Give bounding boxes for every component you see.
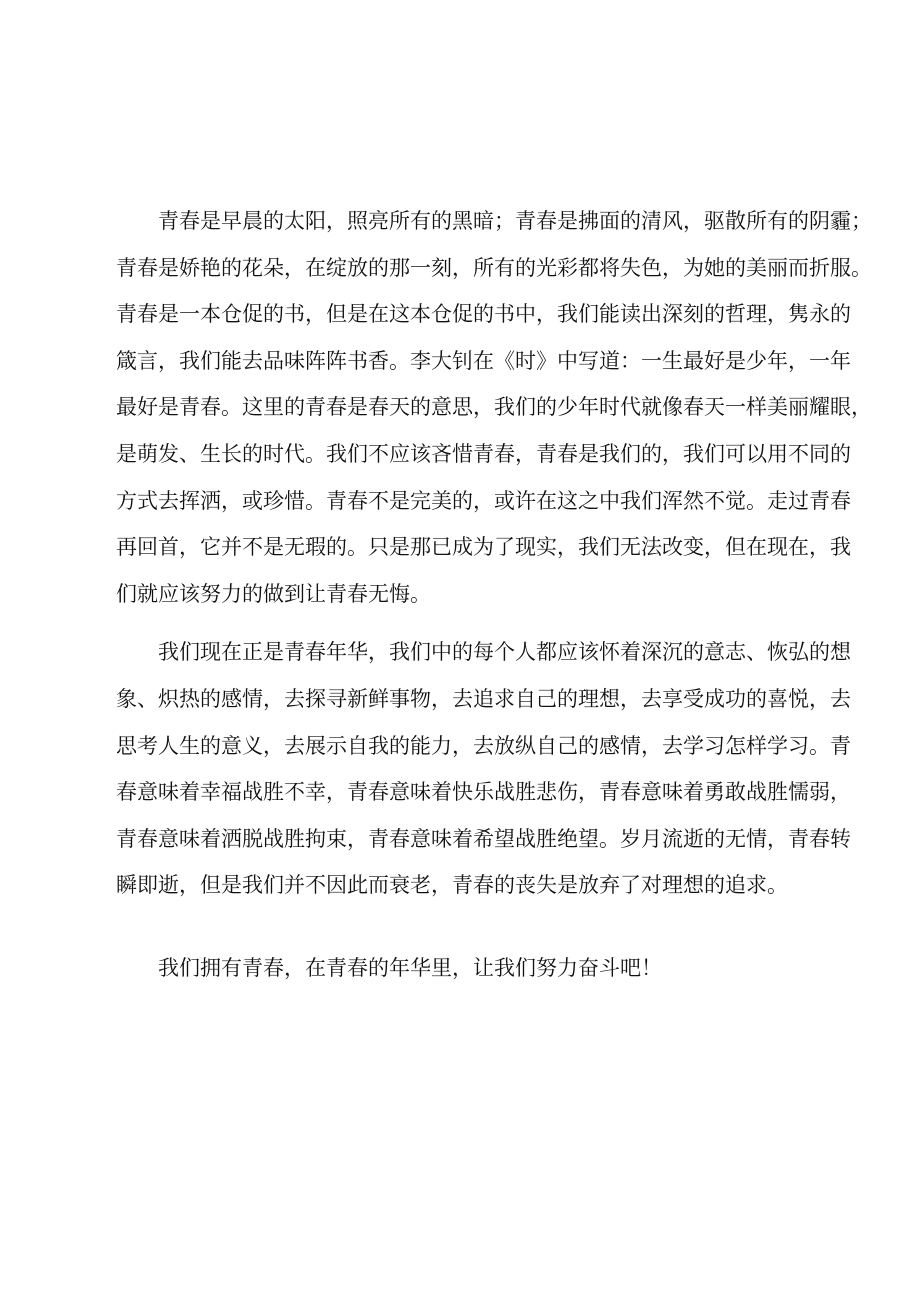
paragraph-line: 箴言，我们能去品味阵阵书香。李大钊在《时》中写道：一生最好是少年，一年 bbox=[116, 348, 851, 373]
paragraph-line: 青春意味着洒脱战胜拘束，青春意味着希望战胜绝望。岁月流逝的无情，青春转 bbox=[116, 826, 851, 851]
paragraph-line: 是萌发、生长的时代。我们不应该吝惜青春，青春是我们的，我们可以用不同的 bbox=[116, 441, 851, 466]
paragraph-line: 春意味着幸福战胜不幸，青春意味着快乐战胜悲伤，青春意味着勇敢战胜懦弱， bbox=[116, 780, 851, 805]
paragraph-3 bbox=[116, 945, 816, 992]
paragraph-line: 我们现在正是青春年华，我们中的每个人都应该怀着深沉的意志、恢弘的想 bbox=[158, 640, 851, 665]
paragraph-line: 青春是娇艳的花朵，在绽放的那一刻，所有的光彩都将失色，为她的美丽而折服。 bbox=[116, 255, 872, 280]
paragraph-line: 我们拥有青春，在青春的年华里，让我们努力奋斗吧！ bbox=[158, 955, 662, 980]
paragraph-2 bbox=[116, 629, 851, 909]
paragraph-line: 思考人生的意义，去展示自我的能力，去放纵自己的感情，去学习怎样学习。青 bbox=[116, 733, 851, 758]
paragraph-1 bbox=[116, 198, 872, 617]
paragraph-line: 青春是一本仓促的书，但是在这本仓促的书中，我们能读出深刻的哲理，隽永的 bbox=[116, 302, 851, 327]
paragraph-line: 们就应该努力的做到让青春无悔。 bbox=[116, 581, 431, 606]
paragraph-line: 青春是早晨的太阳，照亮所有的黑暗；青春是拂面的清风，驱散所有的阴霾； bbox=[158, 209, 872, 233]
paragraph-line: 再回首，它并不是无瑕的。只是那已成为了现实，我们无法改变，但在现在，我 bbox=[116, 535, 851, 560]
paragraph-line: 方式去挥洒，或珍惜。青春不是完美的，或许在这之中我们浑然不觉。走过青春 bbox=[116, 488, 851, 513]
document-body bbox=[116, 198, 872, 992]
paragraph-line: 象、炽热的感情，去探寻新鲜事物，去追求自己的理想，去享受成功的喜悦，去 bbox=[116, 686, 851, 711]
paragraph-line: 瞬即逝，但是我们并不因此而衰老，青春的丧失是放弃了对理想的追求。 bbox=[116, 873, 788, 898]
paragraph-line: 最好是青春。这里的青春是春天的意思，我们的少年时代就像春天一样美丽耀眼， bbox=[116, 395, 872, 420]
